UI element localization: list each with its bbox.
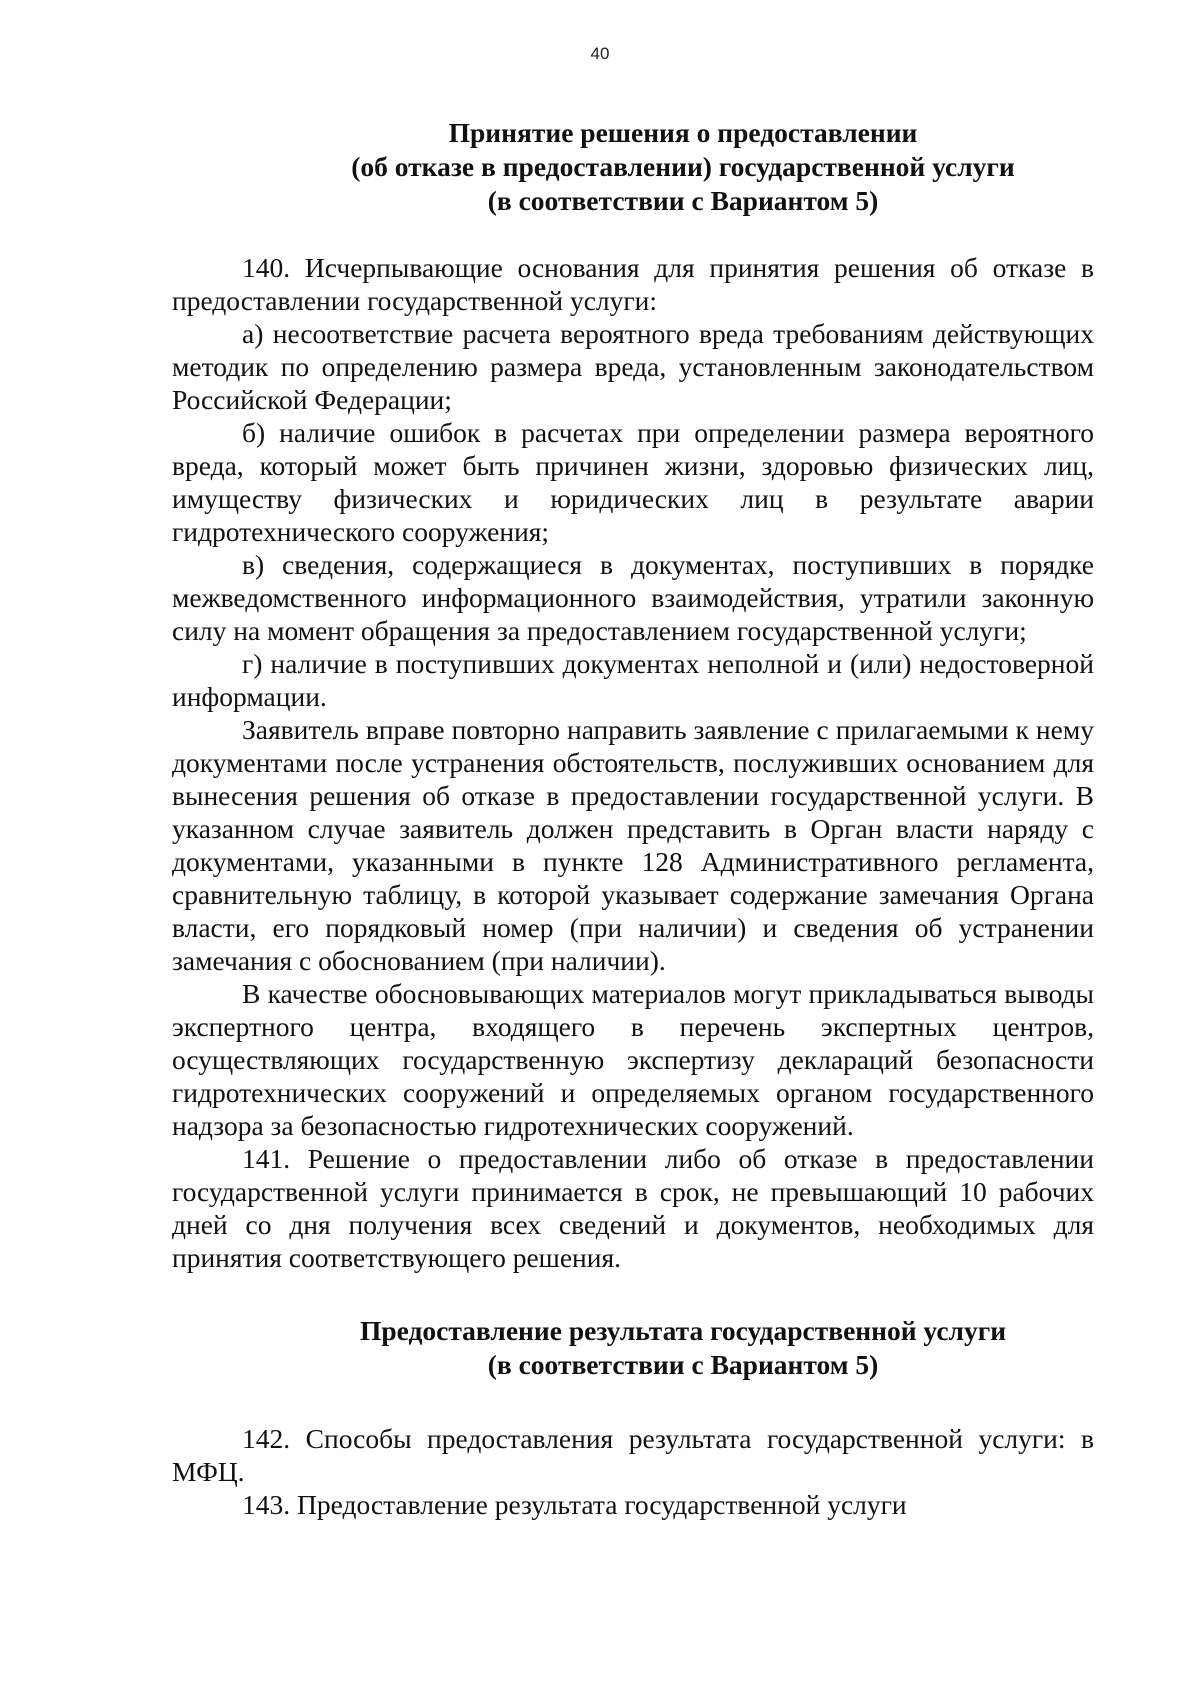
heading-line: (в соответствии с Вариантом 5)	[487, 185, 879, 216]
paragraph-supporting-materials: В качестве обосновывающих материалов могут прикладываться выводы экспертного центра, входящего в перечень экспертных центров, осуществляющих государственную экспертизу деклараций безопасности гидротехнических сооружений и определяемых органом государственного надзора за безопасностью гидротехнических сооружений.	[172, 978, 1094, 1141]
paragraph-140-a: а) несоответствие расчета вероятного вреда требованиям действующих методик по определению размера вреда, установленным законодательством Российской Федерации;	[172, 318, 1094, 415]
section-heading-result	[172, 1314, 1094, 1382]
heading-line: (в соответствии с Вариантом 5)	[487, 1349, 879, 1380]
paragraph-reapply: Заявитель вправе повторно направить заявление с прилагаемыми к нему документами после устранения обстоятельств, послуживших основанием для вынесения решения об отказе в предоставлении государственной услуги. В указанном случае заявитель должен представить в Орган власти наряду с документами, указанными в пункте 128 Административного регламента, сравнительную таблицу, в которой указывает содержание замечания Органа власти, его порядковый номер (при наличии) и сведения об устранении замечания с обоснованием (при наличии).	[172, 714, 1094, 976]
paragraph-140: 140. Исчерпывающие основания для принятия решения об отказе в предоставлении государственной услуги:	[172, 252, 1094, 316]
heading-line: Принятие решения о предоставлении	[448, 117, 918, 148]
heading-line: (об отказе в предоставлении) государственной услуги	[351, 151, 1015, 182]
paragraph-140-v: в) сведения, содержащиеся в документах, поступивших в порядке межведомственного информационного взаимодействия, утратили законную силу на момент обращения за предоставлением государственной услуги;	[172, 549, 1094, 646]
page-number: 40	[590, 44, 610, 63]
heading-line: Предоставление результата государственной услуги	[359, 1315, 1007, 1346]
paragraph-140-b: б) наличие ошибок в расчетах при определении размера вероятного вреда, который может быть причинен жизни, здоровью физических лиц, имуществу физических и юридических лиц в результате аварии гидротехнического сооружения;	[172, 417, 1094, 547]
paragraph-140-g: г) наличие в поступивших документах неполной и (или) недостоверной информации.	[172, 648, 1094, 712]
paragraph-143: 143. Предоставление результата государственной услуги	[242, 1489, 907, 1520]
paragraph-141: 141. Решение о предоставлении либо об отказе в предоставлении государственной услуги принимается в срок, не превышающий 10 рабочих дней со дня получения всех сведений и документов, необходимых для принятия соответствующего решения.	[172, 1143, 1094, 1273]
section-heading-decision	[172, 116, 1094, 218]
document-body	[172, 116, 1094, 1521]
paragraph-142: 142. Способы предоставления результата государственной услуги: в МФЦ.	[172, 1423, 1094, 1487]
